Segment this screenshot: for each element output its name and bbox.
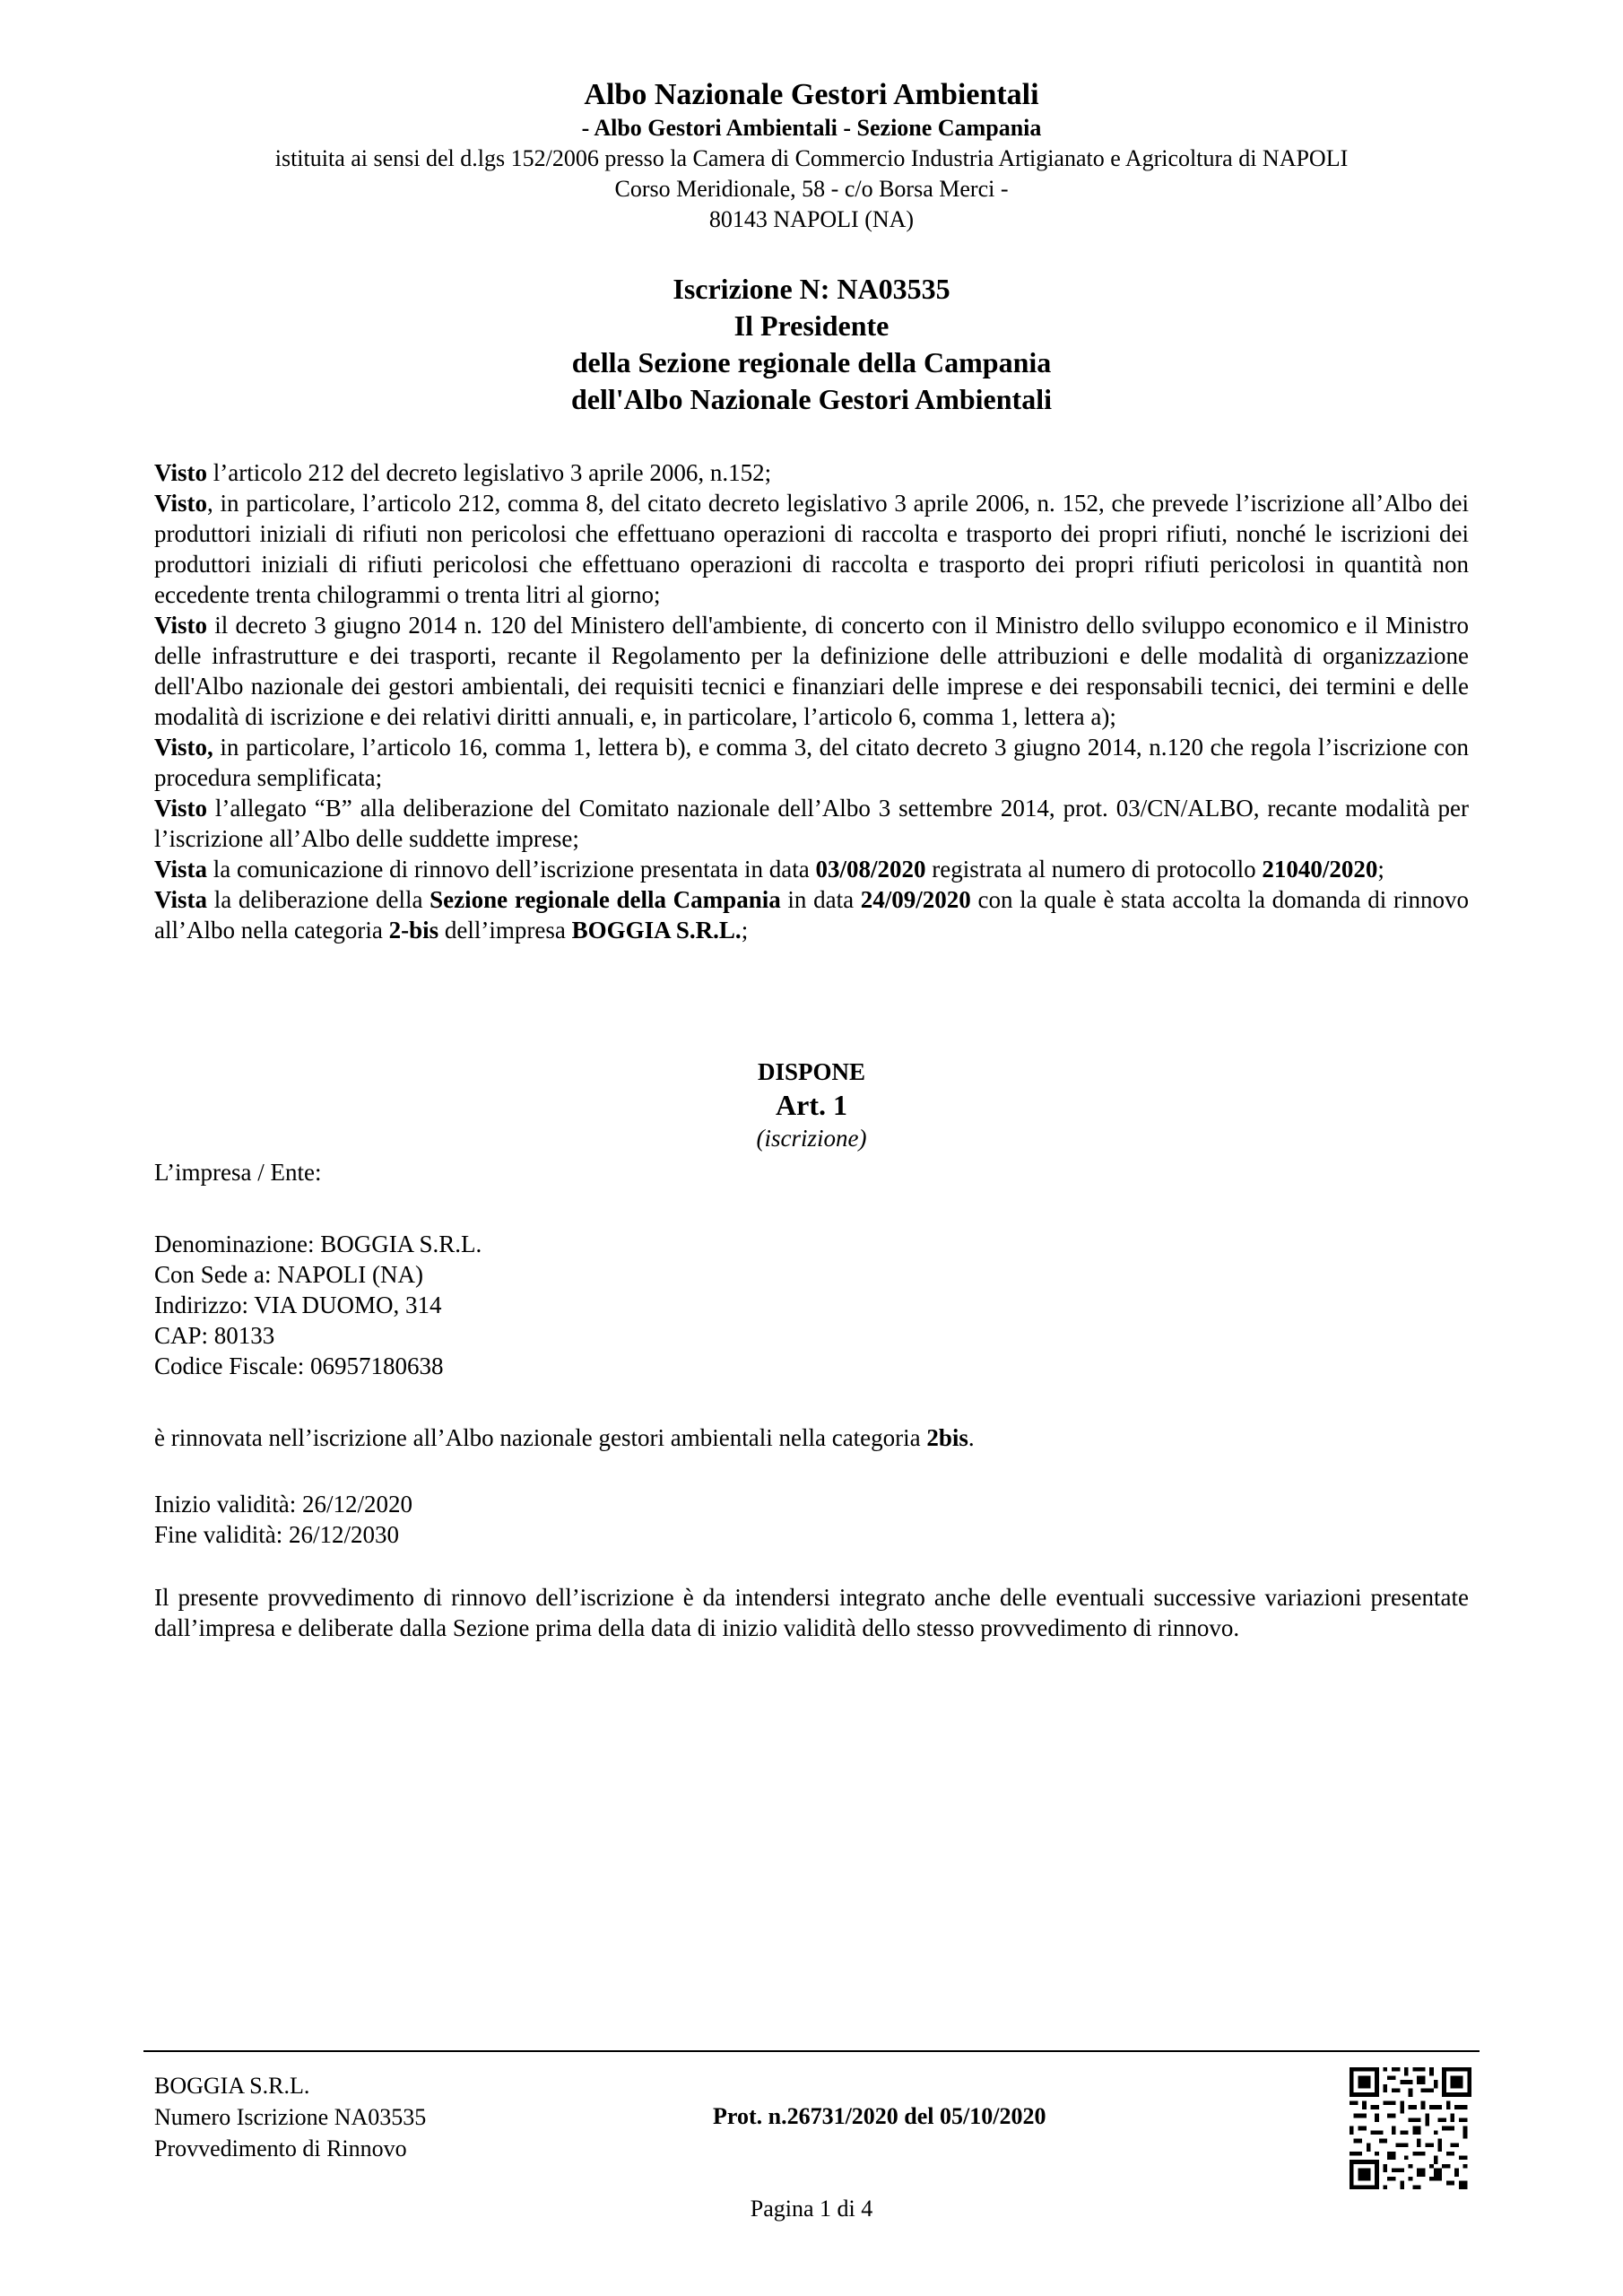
premessa-text: la comunicazione di rinnovo dell’iscrizione presentata in data: [207, 856, 816, 883]
premessa-text: , in particolare, l’articolo 212, comma 8, del citato decreto legislativo 3 aprile 2006, n. 152, che prevede l’iscrizione all’Albo dei produttori iniziali di rifiuti non pericolosi che effettuano operazioni di raccolta e trasporto dei propri rifiuti, nonché le iscrizioni dei produttori iniziali di rifiuti pericolosi che effettuano operazioni di raccolta e trasporto dei propri rifiuti pericolosi in quantità non eccedente trenta chilogrammi o trenta litri al giorno;: [154, 490, 1469, 608]
rinnovo-categoria: 2bis: [926, 1424, 968, 1451]
denominazione: Denominazione: BOGGIA S.R.L.: [154, 1231, 482, 1257]
footer-impresa: BOGGIA S.R.L.: [154, 2073, 310, 2099]
premessa-7: [154, 884, 1469, 945]
sezione-name: Sezione regionale della Campania: [430, 886, 781, 913]
premesse: [154, 457, 1469, 945]
article-number: Art. 1: [776, 1089, 847, 1121]
dispone-section: [0, 1057, 1623, 1153]
header-address: Corso Meridionale, 58 - c/o Borsa Merci -: [614, 176, 1009, 202]
header-city: 80143 NAPOLI (NA): [708, 206, 915, 232]
premessa-6: [154, 854, 1469, 884]
premessa-keyword: Vista: [154, 886, 207, 913]
premessa-keyword: Visto: [154, 459, 207, 486]
protocollo-number: 21040/2020: [1262, 856, 1378, 883]
premessa-text: in particolare, l’articolo 16, comma 1, lettera b), e comma 3, del citato decreto 3 giugno 2014, n.120 che regola l’iscrizione con procedura semplificata;: [154, 734, 1469, 791]
sede: Con Sede a: NAPOLI (NA): [154, 1261, 423, 1288]
codice-fiscale: Codice Fiscale: 06957180638: [154, 1352, 444, 1379]
iscrizione-number: Iscrizione N: NA03535: [673, 273, 950, 305]
premessa-text: ;: [741, 917, 749, 944]
premessa-4: [154, 732, 1469, 793]
comunicazione-date: 03/08/2020: [815, 856, 926, 883]
premessa-2: [154, 488, 1469, 610]
deliberazione-date: 24/09/2020: [860, 886, 971, 913]
sezione-heading: della Sezione regionale della Campania: [571, 346, 1052, 378]
premessa-text: l’articolo 212 del decreto legislativo 3 aprile 2006, n.152;: [207, 459, 772, 486]
premessa-keyword: Visto: [154, 490, 207, 517]
premessa-1: [154, 457, 1469, 488]
header-sezione: - Albo Gestori Ambientali - Sezione Campania: [581, 115, 1042, 141]
premessa-5: [154, 793, 1469, 854]
fine-validita: Fine validità: 26/12/2030: [154, 1521, 399, 1548]
footer-protocollo: Prot. n.26731/2020 del 05/10/2020: [713, 2103, 1046, 2129]
header-istituita: istituita ai sensi del d.lgs 152/2006 presso la Camera di Commercio Industria Artigianato e Agricoltura di NAPOLI: [274, 145, 1349, 171]
premessa-keyword: Visto: [154, 612, 207, 639]
footer-divider: [143, 2050, 1480, 2052]
premessa-text: con la quale è stata accolta la domanda di rinnovo all’Albo nella categoria: [154, 886, 1469, 944]
impresa-intro: L’impresa / Ente:: [154, 1159, 322, 1186]
presidente-heading: Il Presidente: [733, 309, 890, 342]
albo-heading: dell'Albo Nazionale Gestori Ambientali: [571, 383, 1052, 415]
rinnovo-statement: [154, 1422, 1469, 1453]
footer-info: [154, 2070, 426, 2164]
premessa-text: in data: [780, 886, 861, 913]
footer-numero: Numero Iscrizione NA03535: [154, 2104, 427, 2130]
premessa-text: il decreto 3 giugno 2014 n. 120 del Ministero dell'ambiente, di concerto con il Ministro dello sviluppo economico e il Ministro delle infrastrutture e dei trasporti, recante il Regolamento per la definizione delle attribuzioni e delle modalità di organizzazione dell'Albo nazionale dei gestori ambientali, dei requisiti tecnici e finanziari delle imprese e dei responsabili tecnici, dei termini e delle modalità di iscrizione e dei relativi diritti annuali, e, in particolare, l’articolo 6, comma 1, lettera a);: [154, 612, 1469, 730]
premessa-text: registrata al numero di protocollo: [925, 856, 1263, 883]
rinnovo-text: è rinnovata nell’iscrizione all’Albo nazionale gestori ambientali nella categoria: [154, 1424, 927, 1451]
dispone-label: DISPONE: [757, 1058, 866, 1085]
nota-integrazione: Il presente provvedimento di rinnovo dell’iscrizione è da intendersi integrato anche delle eventuali successive variazioni presentate dall’impresa e deliberate dalla Sezione prima della data di inizio validità dello stesso provvedimento di rinnovo.: [154, 1584, 1469, 1641]
document-title: [0, 271, 1623, 418]
page-number: Pagina 1 di 4: [750, 2196, 873, 2222]
indirizzo: Indirizzo: VIA DUOMO, 314: [154, 1292, 442, 1318]
premessa-keyword: Visto: [154, 795, 207, 822]
header-albo-title: Albo Nazionale Gestori Ambientali: [584, 78, 1039, 111]
premessa-text: la deliberazione della: [207, 886, 430, 913]
categoria: 2-bis: [388, 917, 439, 944]
document-header: [0, 77, 1623, 235]
cap: CAP: 80133: [154, 1322, 275, 1349]
premessa-text: ;: [1377, 856, 1384, 883]
article-subtitle: (iscrizione): [756, 1125, 867, 1152]
premessa-3: [154, 610, 1469, 732]
premessa-text: l’allegato “B” alla deliberazione del Comitato nazionale dell’Albo 3 settembre 2014, prot. 03/CN/ALBO, recante modalità per l’iscrizione all’Albo delle suddette imprese;: [154, 795, 1469, 852]
impresa-details: [154, 1229, 1469, 1381]
validita: [154, 1489, 1469, 1550]
impresa-name: BOGGIA S.R.L.: [571, 917, 742, 944]
inizio-validita: Inizio validità: 26/12/2020: [154, 1491, 412, 1518]
qr-code: [1350, 2067, 1471, 2189]
footer-tipo: Provvedimento di Rinnovo: [154, 2135, 407, 2161]
rinnovo-end: .: [968, 1424, 975, 1451]
premessa-keyword: Vista: [154, 856, 207, 883]
premessa-keyword: Visto,: [154, 734, 213, 761]
premessa-text: dell’impresa: [438, 917, 572, 944]
